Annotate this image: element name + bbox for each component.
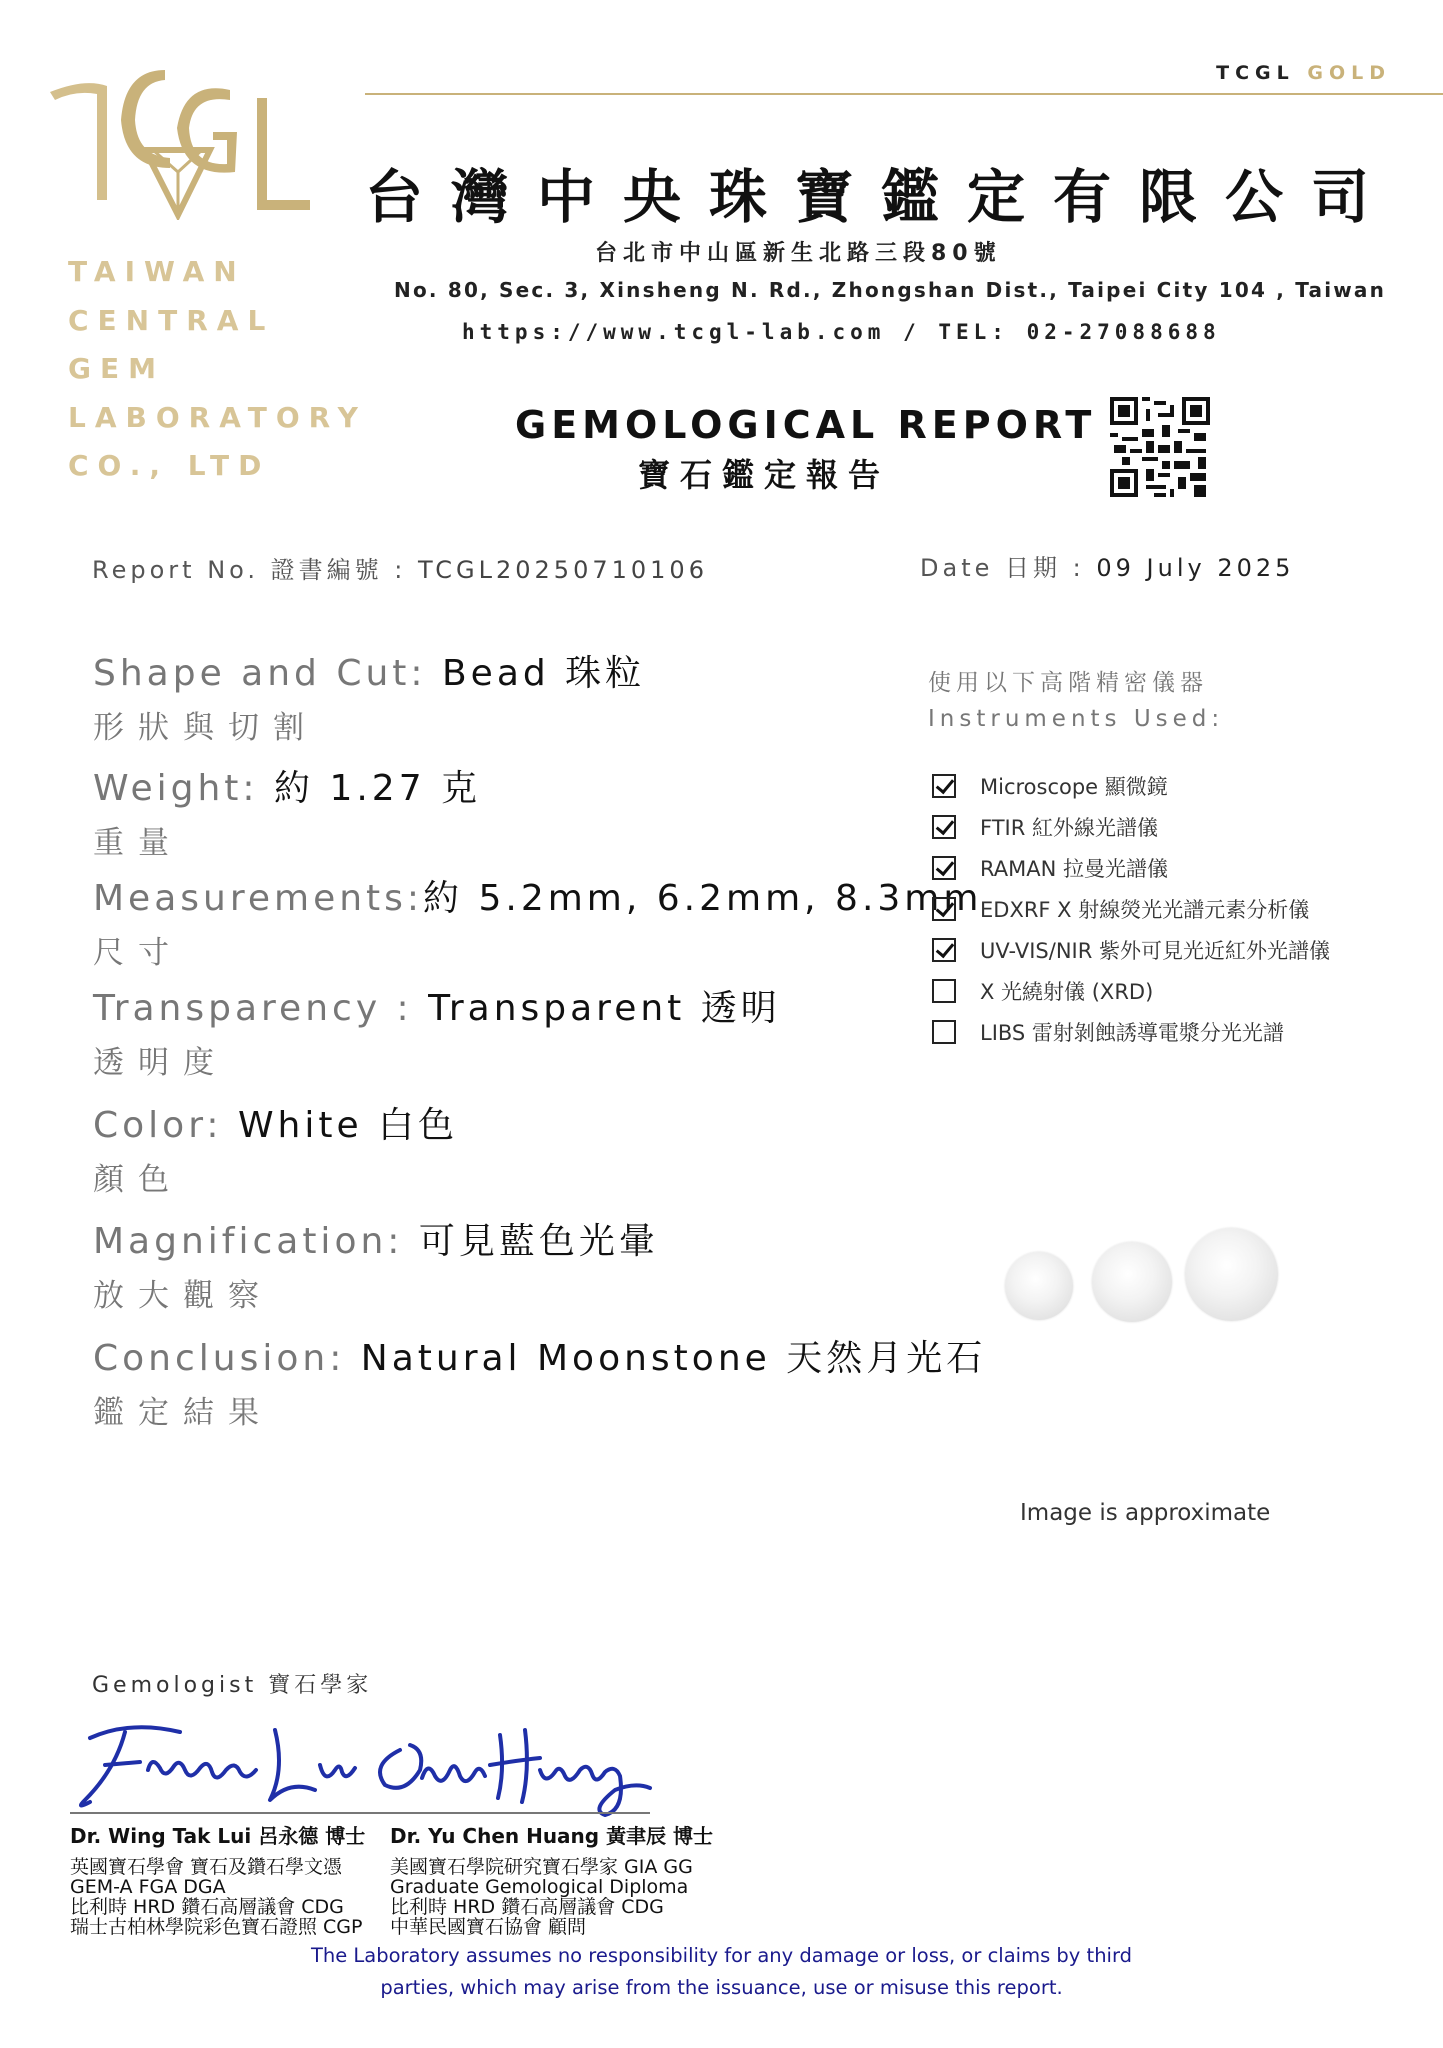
image-note: Image is approximate bbox=[1020, 1500, 1271, 1526]
lab-name-line: GEM bbox=[68, 352, 165, 385]
field-value: Bead 珠粒 bbox=[441, 653, 646, 694]
lab-name-line: CENTRAL bbox=[68, 303, 275, 337]
field-label-zh: 形狀與切割 bbox=[93, 710, 318, 746]
credential-line: 比利時 HRD 鑽石高層議會 CDG bbox=[390, 1896, 664, 1918]
field-conclusion bbox=[93, 1330, 986, 1432]
credential-line: GEM-A FGA DGA bbox=[70, 1876, 226, 1898]
instrument-label: EDXRF X 射線熒光光譜元素分析儀 bbox=[980, 897, 1310, 922]
disclaimer-line: parties, which may arise from the issuance, use or misuse this report. bbox=[380, 1976, 1063, 1999]
instrument-item bbox=[932, 888, 1330, 929]
report-title: GEMOLOGICAL REPORT bbox=[515, 403, 1097, 447]
field-color bbox=[93, 1097, 458, 1199]
checkbox-icon[interactable] bbox=[932, 979, 956, 1003]
field-label: Magnification: bbox=[93, 1221, 419, 1262]
field-label-zh: 放大觀察 bbox=[93, 1278, 273, 1314]
instruments-heading-zh: 使用以下高階精密儀器 bbox=[928, 670, 1208, 696]
instrument-label: Microscope 顯微鏡 bbox=[980, 774, 1168, 799]
checkbox-icon[interactable] bbox=[932, 856, 956, 880]
instrument-label: FTIR 紅外線光譜儀 bbox=[980, 815, 1158, 840]
credential-line: 英國寶石學會 寶石及鑽石學文憑 bbox=[70, 1856, 343, 1878]
field-label: Measurements: bbox=[93, 878, 424, 919]
report-date bbox=[920, 548, 1294, 583]
field-label: Conclusion: bbox=[93, 1338, 361, 1379]
header-rule bbox=[365, 93, 1443, 95]
instruments-heading-en: Instruments Used: bbox=[928, 706, 1225, 732]
signature-rule bbox=[70, 1812, 650, 1814]
field-value: 可見藍色光暈 bbox=[418, 1221, 659, 1262]
contact-line: https://www.tcgl-lab.com / TEL: 02-27088688 bbox=[462, 320, 1221, 344]
field-label-zh: 尺寸 bbox=[93, 935, 183, 971]
field-magnification bbox=[93, 1213, 659, 1315]
gemologist-name: Dr. Wing Tak Lui 呂永德 博士 bbox=[70, 1824, 366, 1848]
instruments-list bbox=[932, 765, 1330, 1052]
field-value: Natural Moonstone 天然月光石 bbox=[360, 1338, 987, 1379]
bead-image-medium bbox=[1092, 1242, 1172, 1322]
gemologist-label: Gemologist 寶石學家 bbox=[92, 1673, 373, 1698]
instrument-label: X 光繞射儀 (XRD) bbox=[980, 979, 1154, 1004]
instrument-item bbox=[932, 806, 1330, 847]
checkbox-icon[interactable] bbox=[932, 815, 956, 839]
field-weight bbox=[93, 760, 481, 862]
instrument-item bbox=[932, 765, 1330, 806]
credential-line: 比利時 HRD 鑽石高層議會 CDG bbox=[70, 1896, 344, 1918]
credential-line: 美國寶石學院研究寶石學家 GIA GG bbox=[390, 1856, 693, 1878]
address-en: No. 80, Sec. 3, Xinsheng N. Rd., Zhongshan Dist., Taipei City 104 , Taiwan bbox=[394, 278, 1387, 302]
lab-name-line: CO., LTD bbox=[68, 449, 271, 482]
report-number-value: TCGL20250710106 bbox=[418, 556, 708, 584]
field-shape-cut bbox=[93, 645, 645, 747]
field-label: Color: bbox=[93, 1105, 238, 1146]
field-transparency bbox=[93, 980, 781, 1082]
gemologist-name: Dr. Yu Chen Huang 黃聿辰 博士 bbox=[390, 1824, 714, 1848]
instrument-item bbox=[932, 1011, 1330, 1052]
field-value: 約 1.27 克 bbox=[274, 768, 482, 809]
field-measurements bbox=[93, 870, 982, 972]
field-label-zh: 重量 bbox=[93, 825, 183, 861]
instrument-label: RAMAN 拉曼光譜儀 bbox=[980, 856, 1168, 881]
checkbox-icon[interactable] bbox=[932, 774, 956, 798]
checkbox-icon[interactable] bbox=[932, 1020, 956, 1044]
bead-image-small bbox=[1005, 1252, 1073, 1320]
instrument-item bbox=[932, 929, 1330, 970]
date-label: Date 日期 : bbox=[920, 554, 1085, 582]
field-label-zh: 鑑定結果 bbox=[93, 1395, 273, 1431]
company-name-zh: 台灣中央珠寶鑑定有限公司 bbox=[365, 163, 1398, 231]
field-value: White 白色 bbox=[237, 1105, 459, 1146]
field-label: Transparency : bbox=[93, 988, 429, 1029]
credential-line: 瑞士古柏林學院彩色寶石證照 CGP bbox=[70, 1916, 363, 1938]
instrument-item bbox=[932, 970, 1330, 1011]
report-title-zh: 寶石鑑定報告 bbox=[638, 456, 891, 494]
credential-line: 中華民國寶石協會 顧問 bbox=[390, 1916, 587, 1938]
bead-image-large bbox=[1185, 1228, 1278, 1321]
tcgl-logo bbox=[45, 50, 315, 220]
field-label: Shape and Cut: bbox=[93, 653, 442, 694]
checkbox-icon[interactable] bbox=[932, 897, 956, 921]
gemologist-left bbox=[70, 1825, 365, 1937]
disclaimer-line: The Laboratory assumes no responsibility for any damage or loss, or claims by third bbox=[310, 1944, 1133, 1967]
credential-line: Graduate Gemological Diploma bbox=[390, 1876, 689, 1898]
checkbox-icon[interactable] bbox=[932, 938, 956, 962]
lab-name bbox=[68, 248, 367, 491]
disclaimer bbox=[0, 1940, 1443, 2004]
field-label: Weight: bbox=[93, 768, 274, 809]
instruments-heading bbox=[928, 665, 1224, 737]
instrument-label: UV-VIS/NIR 紫外可見光近紅外光譜儀 bbox=[980, 938, 1330, 963]
address-zh: 台北市中山區新生北路三段80號 bbox=[595, 241, 1002, 266]
qr-code-icon[interactable] bbox=[1110, 397, 1210, 497]
field-value: 約 5.2mm, 6.2mm, 8.3mm bbox=[423, 878, 983, 919]
date-value: 09 July 2025 bbox=[1096, 554, 1295, 582]
gemologist-signatures bbox=[70, 1710, 670, 1820]
gemologist-right bbox=[390, 1825, 713, 1937]
instrument-item bbox=[932, 847, 1330, 888]
lab-name-line: TAIWAN bbox=[68, 255, 246, 288]
field-label-zh: 顏色 bbox=[93, 1162, 183, 1198]
tier-suffix: GOLD bbox=[1307, 62, 1391, 84]
report-number bbox=[92, 550, 708, 585]
tier-prefix: TCGL bbox=[1216, 62, 1295, 84]
report-number-label: Report No. 證書編號 : bbox=[92, 556, 407, 584]
instrument-label: LIBS 雷射剝蝕誘導電漿分光光譜 bbox=[980, 1020, 1284, 1045]
lab-name-line: LABORATORY bbox=[68, 400, 367, 434]
field-value: Transparent 透明 bbox=[428, 988, 781, 1029]
report-tier bbox=[1216, 62, 1391, 84]
field-label-zh: 透明度 bbox=[93, 1045, 228, 1081]
